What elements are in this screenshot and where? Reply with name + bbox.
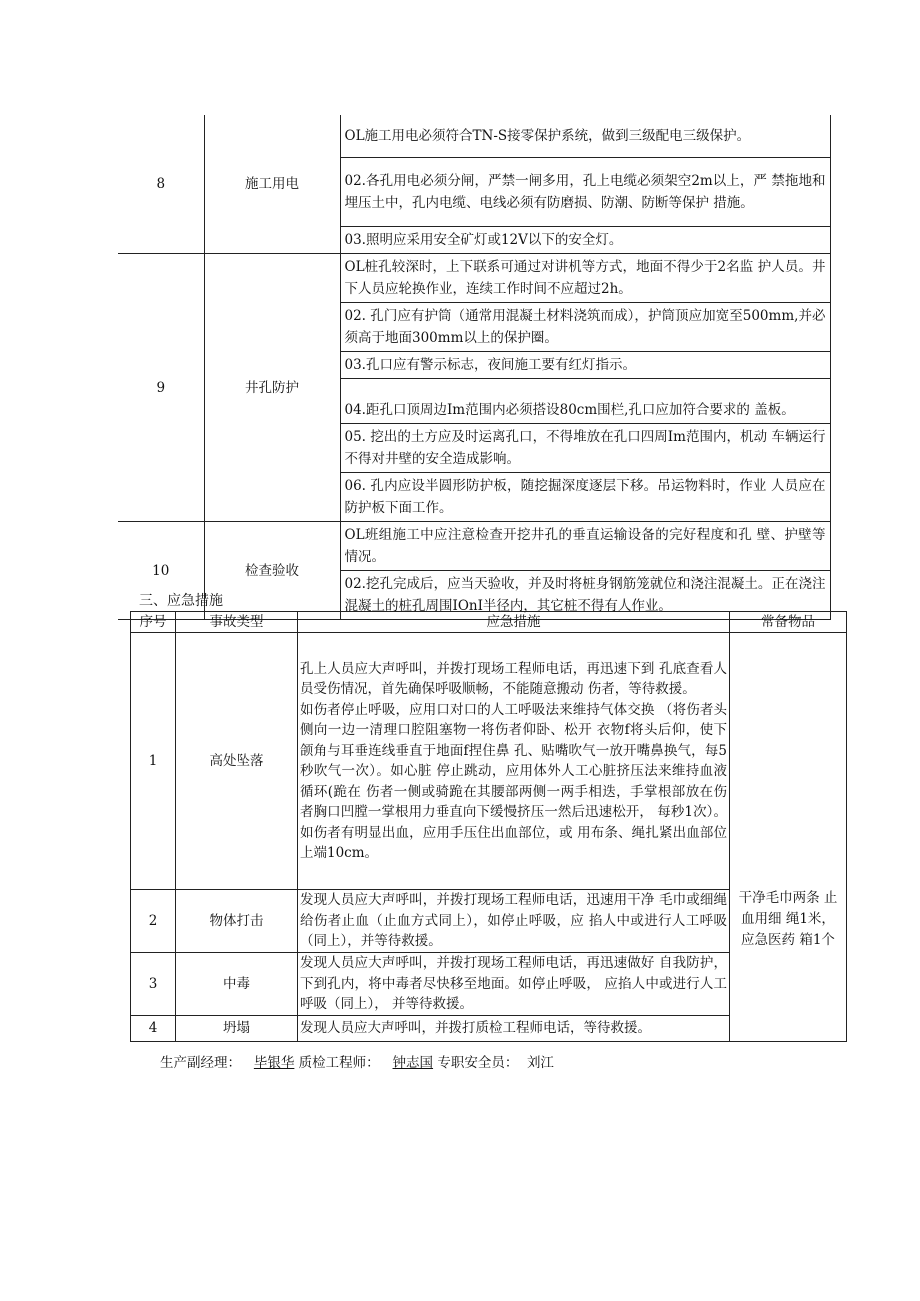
row-number: 1 [131, 633, 176, 890]
row-number: 4 [131, 1016, 176, 1042]
measure-item: 04.距孔口顶周边Im范围内必须搭设80cm围栏,孔口应加符合要求的 盖板。 [340, 379, 830, 424]
accident-type: 物体打击 [176, 890, 298, 953]
measure-item: OL施工用电必须符合TN-S接零保护系统，做到三级配电三级保护。 [340, 115, 830, 158]
safety-officer-label: 专职安全员： [437, 1055, 519, 1071]
measure-item: 03.照明应采用安全矿灯或12V以下的安全灯。 [340, 227, 830, 254]
emergency-measure: 发现人员应大声呼叫，并拨打现场工程师电话，再迅速做好 自我防护，下到孔内，将中毒者尽快移至地面。如停止呼吸， 应掐人中或进行人工呼吸（同上）， 并等待救援。 [298, 953, 730, 1016]
signature-line [160, 1053, 554, 1073]
table-row [118, 522, 830, 571]
standby-supplies: 干净毛巾两条 止血用细 绳1米， 应急医药 箱1个 [730, 633, 847, 1042]
table-row [118, 254, 830, 303]
row-number: 9 [118, 254, 204, 522]
header-type: 事故类型 [176, 612, 298, 633]
accident-type: 坍塌 [176, 1016, 298, 1042]
section-title: 三、应急措施 [139, 593, 223, 609]
header-measure: 应急措施 [298, 612, 730, 633]
measure-item: 02. 孔门应有护筒（通常用混凝土材料浇筑而成），护筒顶应加宽至500mm,并必须高于地面300mm以上的保护圈。 [340, 303, 830, 352]
deputy-manager-name: 毕银华 [253, 1055, 295, 1071]
safety-officer-name: 刘江 [526, 1055, 554, 1071]
row-number: 10 [118, 522, 204, 620]
deputy-manager-label: 生产副经理： [160, 1055, 241, 1071]
qc-engineer-name: 钟志国 [392, 1055, 434, 1071]
row-number: 3 [131, 953, 176, 1016]
header-supplies: 常备物品 [730, 612, 847, 633]
header-num: 序号 [131, 612, 176, 633]
row-number: 2 [131, 890, 176, 953]
safety-measures-table [118, 115, 831, 620]
row-number: 8 [118, 115, 204, 254]
measure-item: OL班组施工中应注意检查开挖井孔的垂直运输设备的完好程度和孔 壁、护壁等情况。 [340, 522, 830, 571]
emergency-measure: 孔上人员应大声呼叫，并拨打现场工程师电话，再迅速下到 孔底查看人员受伤情况，首先确保呼吸顺畅，不能随意搬动 伤者，等待救援。 如伤者停止呼吸，应用口对口的人工呼吸法来维持气体交换 （将伤者头侧向一边一清理口腔阻塞物一将伤者仰卧、松开 衣物f将头后仰，使下颌角与耳垂连线垂直于地面f捏住鼻 孔、贴嘴吹气一放开嘴鼻换气，每5秒吹气一次）。如心脏 停止跳动，应用体外人工心脏挤压法来维持血液循环(跪在 伤者一侧或骑跪在其腰部两侧一两手相迭，手掌根部放在伤 者胸口凹膛一掌根用力垂直向下缓慢挤压一然后迅速松开， 每秒1次）。如伤者有明显出血，应用手压住出血部位，或 用布条、绳扎紧出血部位上端10cm。 [298, 633, 730, 890]
table-row [131, 633, 847, 890]
table-row [118, 115, 830, 158]
accident-type: 高处坠落 [176, 633, 298, 890]
measure-item: 03.孔口应有警示标志，夜间施工要有红灯指示。 [340, 352, 830, 379]
row-category: 施工用电 [204, 115, 340, 254]
emergency-measures-table [130, 611, 847, 1042]
qc-engineer-label: 质检工程师： [298, 1055, 380, 1071]
row-category: 井孔防护 [204, 254, 340, 522]
measure-item: 02.挖孔完成后，应当天验收，并及时将桩身钢筋笼就位和浇注混凝土。正在浇注混凝土的桩孔周围IOnI半径内，其它桩不得有人作业。 [340, 571, 830, 620]
measure-item: 06. 孔内应设半圆形防护板，随挖掘深度逐层下移。吊运物料时，作业 人员应在防护板下面工作。 [340, 473, 830, 522]
accident-type: 中毒 [176, 953, 298, 1016]
measure-item: 05. 挖出的土方应及时运离孔口，不得堆放在孔口四周Im范围内，机动 车辆运行不得对井壁的安全造成影响。 [340, 424, 830, 473]
measure-item: OL桩孔较深时，上下联系可通过对讲机等方式，地面不得少于2名监 护人员。井下人员应轮换作业，连续工作时间不应超过2h。 [340, 254, 830, 303]
emergency-measure: 发现人员应大声呼叫，并拨打质检工程师电话，等待救援。 [298, 1016, 730, 1042]
measure-item: 02.各孔用电必须分闸，严禁一闸多用，孔上电缆必须架空2m以上，严 禁拖地和埋压土中，孔内电缆、电线必须有防磨损、防潮、防断等保护 措施。 [340, 158, 830, 227]
table-header-row [131, 612, 847, 633]
emergency-measure: 发现人员应大声呼叫，并拨打现场工程师电话，迅速用干净 毛巾或细绳给伤者止血（止血方式同上），如停止呼吸，应 掐人中或进行人工呼吸（同上），并等待救援。 [298, 890, 730, 953]
row-category: 检查验收 [204, 522, 340, 620]
